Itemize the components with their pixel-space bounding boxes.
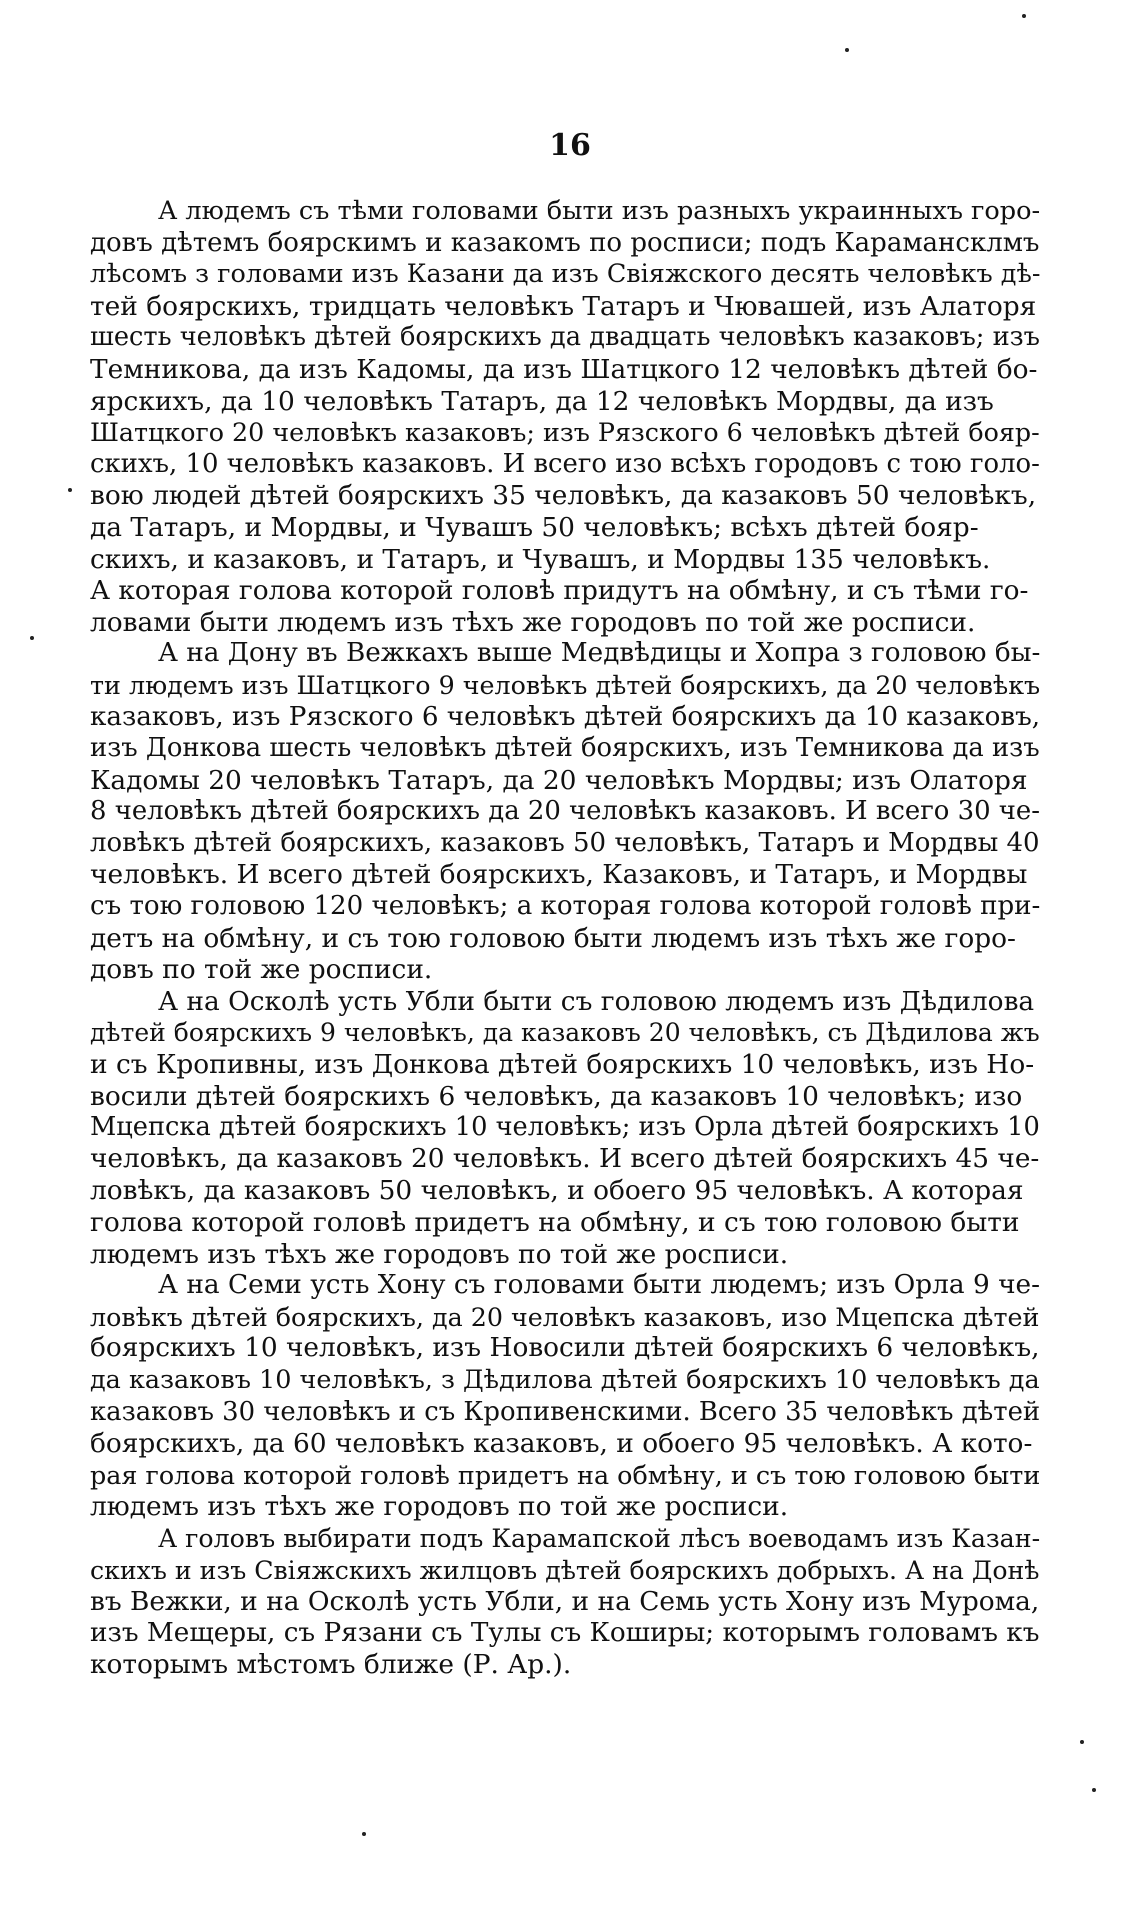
text-line: довъ дѣтемъ боярскимъ и казакомъ по росписи; подъ Карамансклмъ xyxy=(90,227,1040,258)
text-line: А на Дону въ Вежкахъ выше Медвѣдицы и Хопра з головою бы- xyxy=(158,638,1041,669)
paragraph-1 xyxy=(90,196,1040,638)
scan-speck xyxy=(30,636,34,640)
text-line: ловѣкъ, да казаковъ 50 человѣкъ, и обоего 95 человѣкъ. А которая xyxy=(90,1175,1024,1207)
text-line: Шатцкого 20 человѣкъ казаковъ; изъ Рязского 6 человѣкъ дѣтей бояр- xyxy=(90,417,1040,448)
text-line: изъ Мещеры, съ Рязани съ Тулы съ Коширы; которымъ головамъ къ xyxy=(90,1617,1040,1648)
text-line: А головъ выбирати подъ Карамапской лѣсъ воеводамъ изъ Казан- xyxy=(158,1523,1041,1553)
text-line: боярскихъ, да 60 человѣкъ казаковъ, и обоего 95 человѣкъ. А кото- xyxy=(90,1428,1033,1460)
text-line: съ тою головою 120 человѣкъ; а которая голова которой головѣ при- xyxy=(90,891,1040,922)
text-line: ярскихъ, да 10 человѣкъ Татаръ, да 12 человѣкъ Мордвы, да изъ xyxy=(90,385,994,417)
page-number: 16 xyxy=(549,128,591,163)
text-line: голова которой головѣ придетъ на обмѣну, и съ тою головою быти xyxy=(90,1207,1020,1238)
text-line: человѣкъ. И всего дѣтей боярскихъ, Казаковъ, и Татаръ, и Мордвы xyxy=(90,859,1028,891)
text-line: которымъ мѣстомъ ближе (Р. Ар.). xyxy=(90,1649,572,1681)
scan-speck xyxy=(1080,1740,1084,1744)
text-line: да Татаръ, и Мордвы, и Чувашъ 50 человѣкъ; всѣхъ дѣтей бояр- xyxy=(90,511,979,543)
text-line: дѣтей боярскихъ 9 человѣкъ, да казаковъ 20 человѣкъ, съ Дѣдилова жъ xyxy=(90,1018,1040,1048)
text-line: тей боярскихъ, тридцать человѣкъ Татаръ и Чювашей, изъ Алаторя xyxy=(90,290,1037,322)
text-line: лѣсомъ з головами изъ Казани да изъ Свіяжского десять человѣкъ дѣ- xyxy=(90,259,1040,290)
text-line: скихъ и изъ Свіяжскихъ жилцовъ дѣтей боярскихъ добрыхъ. А на Донѣ xyxy=(90,1555,1040,1585)
text-line: шесть человѣкъ дѣтей боярскихъ да двадцать человѣкъ казаковъ; изъ xyxy=(90,322,1040,353)
text-line: казаковъ 30 человѣкъ и съ Кропивенскими. Всего 35 человѣкъ дѣтей xyxy=(90,1396,1040,1427)
scan-speck xyxy=(1092,1788,1096,1792)
scan-speck xyxy=(68,488,72,492)
text-line: да казаковъ 10 человѣкъ, з Дѣдилова дѣтей боярскихъ 10 человѣкъ да xyxy=(90,1364,1040,1395)
text-line: ти людемъ изъ Шатцкого 9 человѣкъ дѣтей боярскихъ, да 20 человѣкъ xyxy=(90,669,1040,700)
text-line: детъ на обмѣну, и съ тою головою быти людемъ изъ тѣхъ же горо- xyxy=(90,922,1016,954)
text-line: казаковъ, изъ Рязского 6 человѣкъ дѣтей боярскихъ да 10 казаковъ, xyxy=(90,701,1040,732)
text-line: ловѣкъ дѣтей боярскихъ, да 20 человѣкъ казаковъ, изо Мцепска дѣтей xyxy=(90,1301,1040,1332)
text-line: А на Осколѣ усть Убли быти съ головою людемъ изъ Дѣдилова xyxy=(158,985,1035,1017)
text-line: людемъ изъ тѣхъ же городовъ по той же росписи. xyxy=(90,1491,789,1523)
text-line: вою людей дѣтей боярскихъ 35 человѣкъ, да казаковъ 50 человѣкъ, xyxy=(90,480,1037,512)
text-line: Мцепска дѣтей боярскихъ 10 человѣкъ; изъ Орла дѣтей боярскихъ 10 xyxy=(90,1112,1040,1143)
paragraph-3 xyxy=(90,986,1040,1270)
text-line: восили дѣтей боярскихъ 6 человѣкъ, да казаковъ 10 человѣкъ; изо xyxy=(90,1080,1023,1112)
text-line: Кадомы 20 человѣкъ Татаръ, да 20 человѣкъ Мордвы; изъ Олаторя xyxy=(90,764,1028,796)
text-line: боярскихъ 10 человѣкъ, изъ Новосили дѣтей боярскихъ 6 человѣкъ, xyxy=(90,1333,1040,1364)
text-line: изъ Донкова шесть человѣкъ дѣтей боярскихъ, изъ Темникова да изъ xyxy=(90,733,1040,764)
text-line: ловами быти людемъ изъ тѣхъ же городовъ по той же росписи. xyxy=(90,606,976,638)
text-line: А людемъ съ тѣми головами быти изъ разныхъ украинныхъ горо- xyxy=(158,196,1041,226)
text-line: рая голова которой головѣ придетъ на обмѣну, и съ тою головою быти xyxy=(90,1459,1040,1490)
paragraph-4 xyxy=(90,1270,1040,1523)
text-line: А которая голова которой головѣ придутъ на обмѣну, и съ тѣми го- xyxy=(90,575,1029,607)
paragraph-5 xyxy=(90,1523,1040,1681)
text-line: человѣкъ, да казаковъ 20 человѣкъ. И всего дѣтей боярскихъ 45 че- xyxy=(90,1143,1040,1174)
text-line: Темникова, да изъ Кадомы, да изъ Шатцкого 12 человѣкъ дѣтей бо- xyxy=(90,353,1038,385)
text-line: довъ по той же росписи. xyxy=(90,954,433,986)
text-line: въ Вежки, и на Осколѣ усть Убли, и на Семь усть Хону изъ Мурома, xyxy=(90,1586,1040,1618)
text-line: А на Семи усть Хону съ головами быти людемъ; изъ Орла 9 че- xyxy=(158,1270,1041,1301)
body-text xyxy=(90,196,1040,1681)
paragraph-2 xyxy=(90,638,1040,986)
text-line: и съ Кропивны, изъ Донкова дѣтей боярскихъ 10 человѣкъ, изъ Но- xyxy=(90,1049,1035,1081)
text-line: ловѣкъ дѣтей боярскихъ, казаковъ 50 человѣкъ, Татаръ и Мордвы 40 xyxy=(90,827,1040,858)
text-line: скихъ, 10 человѣкъ казаковъ. И всего изо всѣхъ городовъ с тою голо- xyxy=(90,448,1040,479)
scan-speck xyxy=(362,1832,366,1836)
scan-speck xyxy=(1022,14,1026,18)
scan-speck xyxy=(845,48,849,52)
text-line: 8 человѣкъ дѣтей боярскихъ да 20 человѣкъ казаковъ. И всего 30 че- xyxy=(90,796,1040,827)
text-line: людемъ изъ тѣхъ же городовъ по той же росписи. xyxy=(90,1238,789,1270)
text-line: скихъ, и казаковъ, и Татаръ, и Чувашъ, и Мордвы 135 человѣкъ. xyxy=(90,543,991,575)
